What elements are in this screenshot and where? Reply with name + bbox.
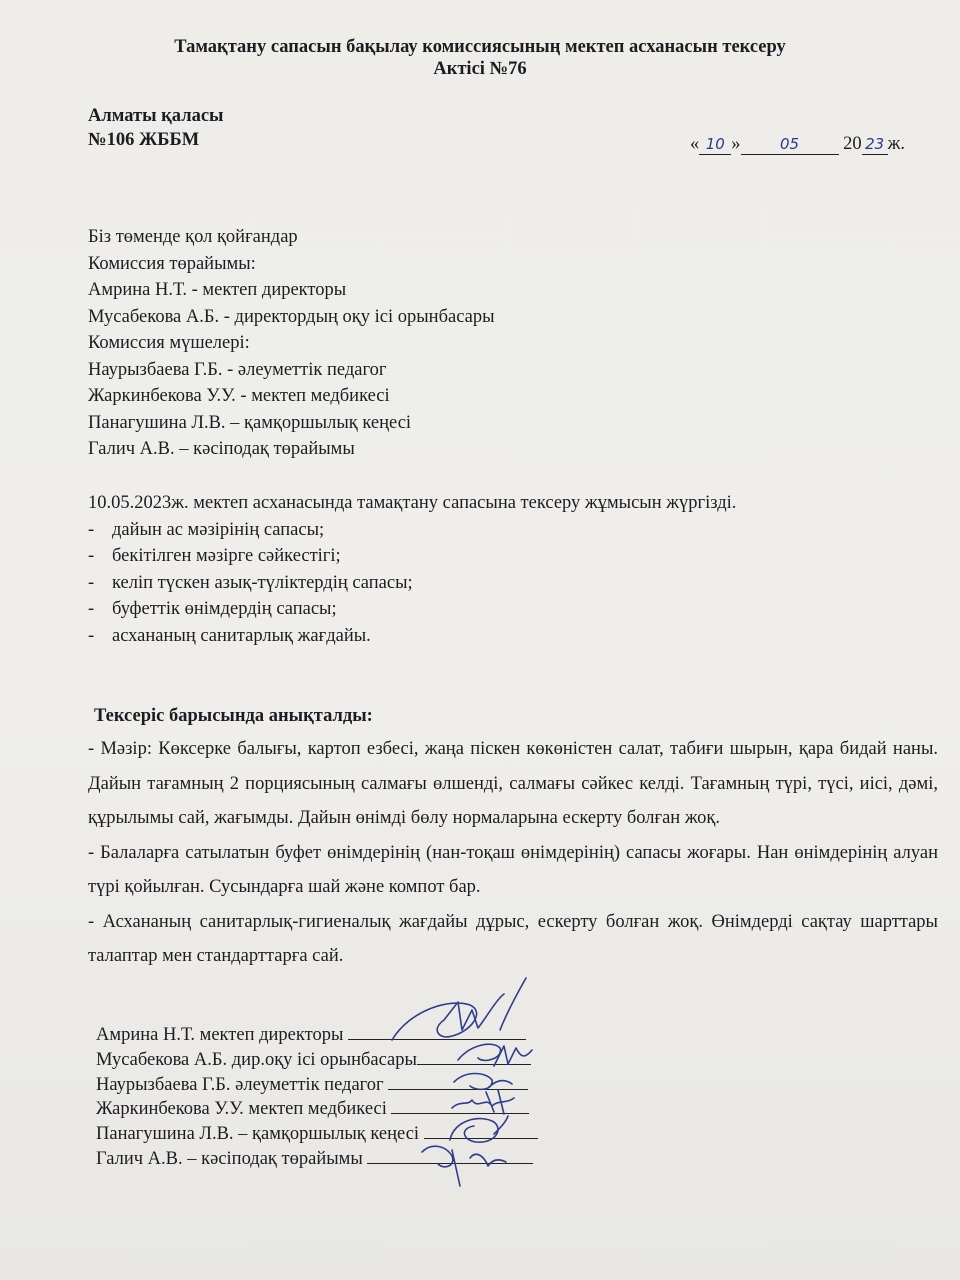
scope-item: - бекітілген мәзірге сәйкестігі; <box>88 546 341 566</box>
scope-item: - келіп түскен азық-түліктердің сапасы; <box>88 572 413 593</box>
scope-lead: 10.05.2023ж. мектеп асханасында тамақтану сапасына тексеру жұмысын жүргізді. <box>88 493 737 513</box>
date-year-prefix: 20 <box>843 134 862 154</box>
city-label: Алматы қаласы <box>88 106 224 126</box>
findings-paragraph: - Мәзір: Көксерке балығы, картоп езбесі, жаңа піскен көкөністен салат, табиғи шырын, қара бидай наны. Дайын тағамның 2 порциясының салмағы өлшенді, салмағы сәйкес келді. Тағамның түрі, түсі, иісі, дәмі, құрылымы сай, жағымды. Дайын өнімді бөлу нормаларына ескерту болған жоқ. <box>88 739 938 828</box>
intro-line: Амрина Н.Т. - мектеп директоры <box>88 280 347 300</box>
findings-paragraph: - Балаларға сатылатын буфет өнімдерінің (нан-тоқаш өнімдерінің) сапасы жоғары. Нан өнімдерінің алуан түрі қойылған. Сусындарға шай және компот бар. <box>88 842 938 897</box>
date-year-suffix: 23 <box>865 135 885 153</box>
title-line-2: Актісі №76 <box>433 59 527 79</box>
signature-nauryzbaeva <box>454 1074 512 1090</box>
intro-line: Наурызбаева Г.Б. - әлеуметтік педагог <box>88 359 387 380</box>
scope-item: - буфеттік өнімдердің сапасы; <box>88 599 337 619</box>
signature-galich <box>422 1146 506 1186</box>
signature-row: Наурызбаева Г.Б. әлеуметтік педагог <box>96 1072 538 1097</box>
date-open-quote: « <box>690 134 700 154</box>
date-close-quote: » <box>731 134 741 154</box>
title-line-1: Тамақтану сапасын бақылау комиссиясының мектеп асханасын тексеру <box>174 37 786 57</box>
signature-row: Панагушина Л.В. – қамқоршылық кеңесі <box>96 1121 538 1146</box>
date-day: 10 <box>705 135 725 153</box>
intro-line: Біз төменде қол қойғандар <box>88 227 298 247</box>
scope-item: - асхананың санитарлық жағдайы. <box>88 625 371 646</box>
intro-line: Комиссия төрайымы: <box>88 253 256 274</box>
intro-line: Жаркинбекова У.У. - мектеп медбикесі <box>88 386 390 406</box>
intro-line: Панагушина Л.В. – қамқоршылық кеңесі <box>88 412 412 433</box>
intro-line: Мусабекова А.Б. - директордың оқу ісі орынбасары <box>88 306 495 327</box>
signature-row: Галич А.В. – кәсіподақ төрайымы <box>96 1146 538 1171</box>
signature-zharkinbekova <box>452 1090 514 1114</box>
signature-row: Жаркинбекова У.У. мектеп медбикесі <box>96 1096 538 1121</box>
findings-paragraph: - Асхананың санитарлық-гигиеналық жағдайы дұрыс, ескерту болған жоқ. Өнімдерді сақтау шарттары талаптар мен стандарттарға сай. <box>88 911 938 966</box>
signature-panagushina <box>450 1116 508 1142</box>
signature-row: Амрина Н.Т. мектеп директоры <box>96 1022 538 1047</box>
intro-line: Галич А.В. – кәсіподақ төрайымы <box>88 439 355 459</box>
signature-amrina <box>392 978 526 1040</box>
signature-row: Мусабекова А.Б. дир.оқу ісі орынбасары <box>96 1047 538 1072</box>
findings-heading: Тексеріс барысында анықталды: <box>94 706 373 726</box>
scope-item: - дайын ас мәзірінің сапасы; <box>88 519 325 540</box>
school-label: №106 ЖББМ <box>88 130 200 150</box>
signature-musabekova <box>458 1044 532 1066</box>
date-month: 05 <box>779 135 800 153</box>
date-suffix: ж. <box>887 134 906 154</box>
intro-line: Комиссия мүшелері: <box>88 333 250 353</box>
